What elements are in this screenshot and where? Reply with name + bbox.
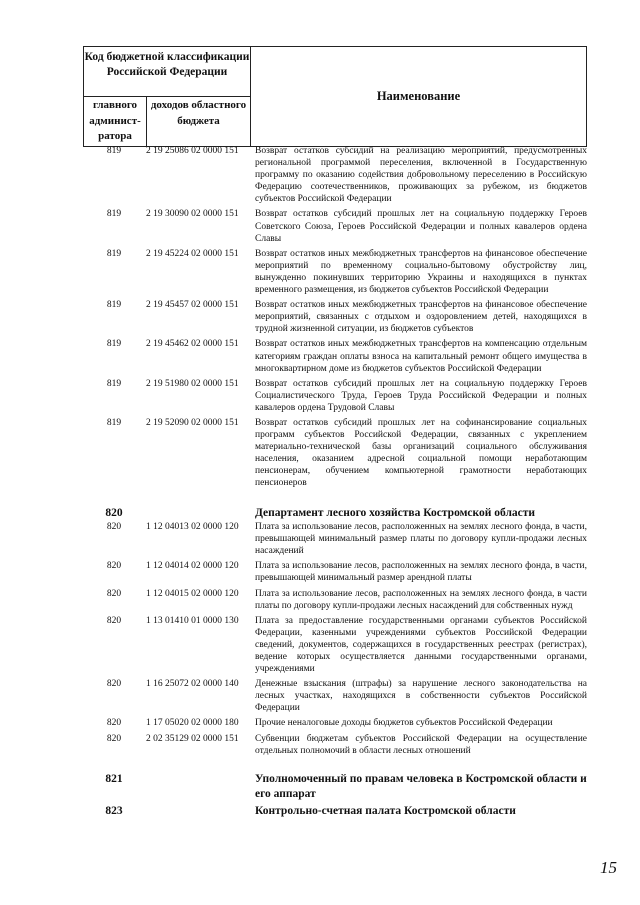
admin-code: 820: [106, 561, 122, 572]
table-row: [83, 299, 587, 335]
budget-code: 1 16 25072 02 0000 140: [146, 679, 239, 690]
row-name: Денежные взыскания (штрафы) за нарушение лесного законодательства на лесных участках, находящихся в собственности субъектов Российской Федерации: [255, 679, 587, 714]
admin-code: 819: [106, 300, 122, 311]
admin-code: 820: [106, 615, 122, 626]
department-row: [83, 804, 587, 820]
budget-code: 1 12 04013 02 0000 120: [146, 522, 239, 533]
row-name: Возврат остатков субсидий на реализацию мероприятий, предусмотренных региональной программой переселения, включенной в Государственную программу по оказанию содействия добровольному переселению в Российскую Федерацию соотечественников, проживающих за рубежом, из бюджетов субъектов Российской Федерации: [255, 146, 587, 205]
table-header: [83, 46, 587, 147]
admin-code: 819: [106, 209, 122, 220]
row-name: Возврат остатков субсидий прошлых лет на софинансирование социальных программ субъектов Российской Федерации, связанных с укреплением материально-технической базы организаций социального обслуживания населения, оказанием адресной социальной помощи неработающим пенсионерам, обучением компьютерной грамотности неработающих пенсионеров: [255, 417, 587, 489]
budget-code: 2 19 51980 02 0000 151: [146, 378, 239, 389]
row-name: Плата за использование лесов, расположенных на землях лесного фонда, в части, превышающей минимальный размер платы по договору купли-продажи лесных насаждений: [255, 522, 587, 557]
admin-code: 821: [105, 772, 123, 785]
table-row: [83, 208, 587, 244]
budget-code: 1 17 05020 02 0000 180: [146, 718, 239, 729]
admin-code: 819: [106, 146, 122, 156]
row-name: Возврат остатков иных межбюджетных трансфертов на компенсацию отдельным категориям граждан оплаты взноса на капитальный ремонт общего имущества в многоквартирном доме из бюджетов субъектов Российской Федерации: [255, 339, 587, 374]
row-name: Возврат остатков субсидий прошлых лет на социальную поддержку Героев Советского Союза, Героев Российской Федерации и полных кавалеров ордена Славы: [255, 209, 587, 244]
budget-code: 2 19 52090 02 0000 151: [146, 417, 239, 428]
admin-code: 819: [106, 417, 122, 428]
admin-code: 823: [105, 804, 123, 817]
budget-code: 2 19 45462 02 0000 151: [146, 339, 239, 350]
row-name: Прочие неналоговые доходы бюджетов субъектов Российской Федерации: [255, 718, 553, 729]
budget-code: 2 19 45457 02 0000 151: [146, 300, 239, 311]
table-row: [83, 145, 587, 205]
row-name: Плата за предоставление государственными органами субъектов Российской Федерации, казенными учреждениями субъектов Российской Федерации сведений, документов, содержащихся в государственных реестрах (регистрах), ведение которых осуществляется данными государственными органами, учреждениями: [255, 615, 587, 675]
header-code-title: Код бюджетной классификации Российской Федерации: [84, 51, 250, 78]
table-body: [83, 145, 587, 819]
table-row: [83, 521, 587, 557]
table-row: [83, 717, 587, 729]
admin-code: 819: [106, 339, 122, 350]
admin-code: 820: [106, 679, 122, 690]
header-admin-column: главного админист- ратора: [89, 99, 141, 142]
budget-code: 2 19 30090 02 0000 151: [146, 209, 239, 220]
department-row: [83, 772, 587, 803]
budget-code: 1 13 01410 01 0000 130: [146, 615, 239, 626]
department-row: [83, 506, 587, 522]
budget-code: 2 19 45224 02 0000 151: [146, 248, 239, 259]
row-name: Плата за использование лесов, расположенных на землях лесного фонда, в части, превышающей минимальный размер арендной платы: [255, 561, 587, 584]
table-row: [83, 417, 587, 490]
table-row: [83, 248, 587, 296]
row-name: Возврат остатков иных межбюджетных трансфертов на финансовое обеспечение мероприятий, связанных с отдыхом и оздоровлением детей, находящихся в трудной жизненной ситуации, из бюджетов субъектов: [255, 300, 587, 335]
header-divider: [84, 96, 250, 97]
admin-code: 820: [105, 506, 123, 519]
table-row: [83, 733, 587, 757]
budget-code: 2 02 35129 02 0000 151: [146, 733, 239, 744]
header-income-column: доходов областного бюджета: [150, 99, 247, 127]
table-row: [83, 615, 587, 675]
department-name: Департамент лесного хозяйства Костромской области: [255, 506, 536, 519]
department-name: Уполномоченный по правам человека в Костромской области и его аппарат: [255, 772, 587, 801]
admin-code: 820: [106, 733, 122, 744]
table-row: [83, 338, 587, 374]
row-name: Плата за использование лесов, расположенных на землях лесного фонда, в части платы по договору купли-продажи лесных насаждений для собственных нужд: [255, 588, 587, 611]
admin-code: 819: [106, 378, 122, 389]
table-row: [83, 678, 587, 714]
table-row: [83, 560, 587, 584]
row-name: Субвенции бюджетам субъектов Российской Федерации на осуществление отдельных полномочий в области лесных отношений: [255, 733, 587, 756]
admin-code: 820: [106, 588, 122, 599]
table-row: [83, 378, 587, 414]
table-row: [83, 588, 587, 612]
row-name: Возврат остатков субсидий прошлых лет на социальную поддержку Героев Социалистического Труда, Героев Труда Российской Федерации и полных кавалеров ордена Трудовой Славы: [255, 378, 587, 413]
budget-code: 1 12 04014 02 0000 120: [146, 561, 239, 572]
header-name-title: Наименование: [376, 89, 461, 103]
admin-code: 820: [106, 718, 122, 729]
admin-code: 819: [106, 248, 122, 259]
page-number: 15: [600, 858, 617, 877]
budget-code: 1 12 04015 02 0000 120: [146, 588, 239, 599]
row-name: Возврат остатков иных межбюджетных трансфертов на финансовое обеспечение мероприятий по временному социально-бытовому обустройству лиц, вынужденно покинувших территорию Украины и находящихся в пунктах временного размещения, из бюджетов субъектов Российской Федерации: [255, 248, 587, 296]
admin-code: 820: [106, 522, 122, 533]
department-name: Контрольно-счетная палата Костромской области: [255, 804, 516, 817]
budget-code: 2 19 25086 02 0000 151: [146, 146, 239, 156]
